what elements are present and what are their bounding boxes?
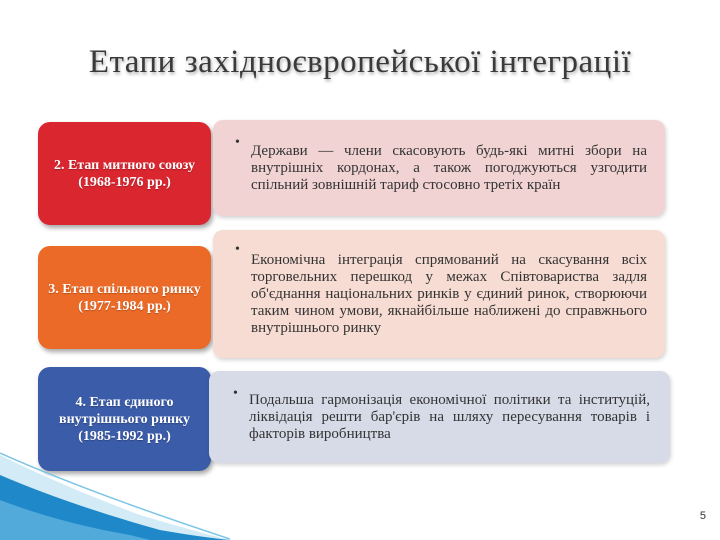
bullet-icon: • <box>235 242 240 257</box>
stage-label: 3. Етап спільного ринку (1977-1984 рр.) <box>48 281 201 314</box>
stage-common-market-description <box>213 230 665 358</box>
bullet-icon: • <box>233 386 238 401</box>
bullet-icon: • <box>235 135 240 150</box>
stage-customs-union <box>38 122 211 225</box>
description-text: Економічна інтеграція спрямований на скасування всіх торговельних перешкод у межах Співтовариства задля об'єднання національних ринків у єдиний ринок, створюючи таким чином умови, якнайбільше наближені до справжнього внутрішнього ринку <box>251 251 647 336</box>
description-text: Держави — члени скасовують будь-які митні збори на внутрішніх кордонах, а також погоджуються узгодити спільний зовнішній тариф стосовно третіх країн <box>251 142 647 193</box>
page-number: 5 <box>699 510 706 522</box>
stage-label: 2. Етап митного союзу (1968-1976 рр.) <box>53 157 196 190</box>
stage-label: 4. Етап єдиного внутрішнього ринку (1985-1992 рр.) <box>59 394 190 444</box>
stage-common-market <box>38 246 211 349</box>
slide-title: Етапи західноєвропейської інтеграції <box>88 44 632 80</box>
stage-single-market-description <box>209 371 670 463</box>
decorative-swoosh <box>0 445 230 540</box>
stage-customs-union-description <box>213 120 665 216</box>
description-text: Подальша гармонізація економічної політики та інституцій, ліквідація решти бар'єрів на шляху пересування товарів і факторів виробництва <box>249 391 650 442</box>
